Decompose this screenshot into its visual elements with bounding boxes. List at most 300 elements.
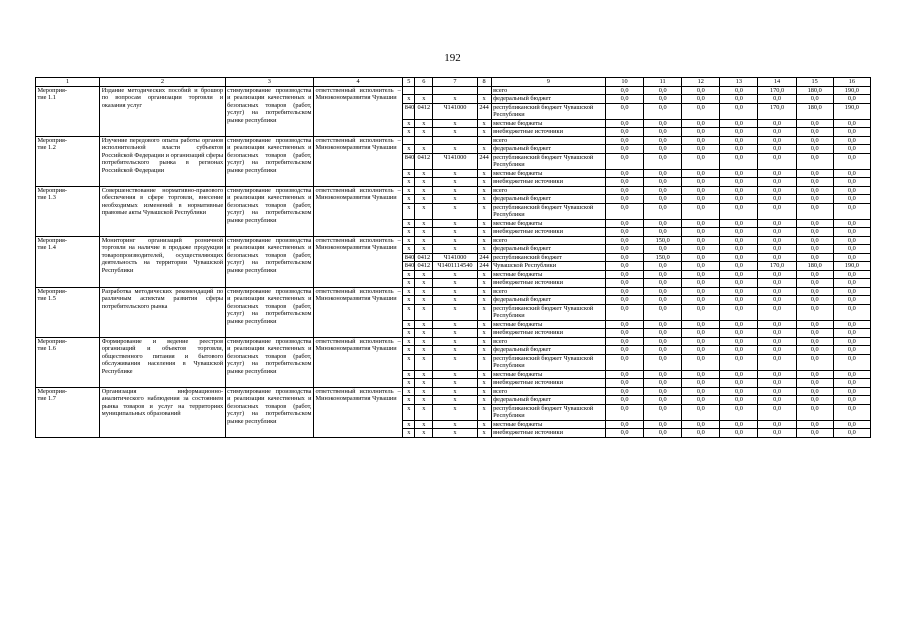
column-number: 15 [796, 78, 833, 87]
budget-code-c8: x [477, 429, 491, 438]
amount-cell: 0,0 [796, 287, 833, 296]
amount-cell: 0,0 [605, 337, 643, 346]
budget-code-c7: x [433, 219, 477, 228]
amount-cell: 0,0 [605, 279, 643, 288]
budget-code-c5: x [403, 329, 415, 338]
budget-code-c5: x [403, 228, 415, 237]
amount-cell: 0,0 [644, 346, 682, 355]
budget-code-c8: x [477, 320, 491, 329]
budget-code-c8: x [477, 270, 491, 279]
table-row [36, 186, 871, 195]
measure-name: Совершенствование нормативно-правового обеспечения в сфере торговли, внесение необходимых изменений в нормативные правовые акты Чувашской Республики [100, 186, 225, 236]
amount-cell: 0,0 [682, 195, 720, 204]
budget-code-c6: x [415, 219, 433, 228]
amount-cell: 0,0 [644, 270, 682, 279]
amount-cell: 180,0 [796, 262, 833, 271]
amount-cell: 0,0 [682, 270, 720, 279]
amount-cell: 0,0 [833, 379, 870, 388]
amount-cell: 0,0 [758, 354, 796, 370]
amount-cell: 0,0 [682, 304, 720, 320]
amount-cell: 0,0 [758, 396, 796, 405]
amount-cell: 0,0 [758, 253, 796, 262]
funding-source: федеральный бюджет [491, 195, 605, 204]
budget-code-c6: x [415, 304, 433, 320]
amount-cell: 0,0 [796, 128, 833, 137]
budget-code-c8: x [477, 219, 491, 228]
amount-cell: 0,0 [796, 186, 833, 195]
budget-code-c7: x [433, 404, 477, 420]
funding-source: внебюджетные источники [491, 379, 605, 388]
amount-cell: 0,0 [644, 262, 682, 271]
amount-cell: 0,0 [833, 346, 870, 355]
funding-source: республиканский бюджет Чувашской Республики [491, 203, 605, 219]
amount-cell: 0,0 [833, 245, 870, 254]
amount-cell: 0,0 [796, 270, 833, 279]
budget-code-c5: x [403, 270, 415, 279]
amount-cell: 0,0 [644, 296, 682, 305]
column-number: 9 [491, 78, 605, 87]
amount-cell: 0,0 [605, 95, 643, 104]
budget-code-c8: x [477, 178, 491, 187]
budget-code-c6: 0412 [415, 253, 433, 262]
measure-name: Формирование и ведение реестров организаций и объектов торговли, общественного питания и бытового обслуживания населения в Чувашской Республике [100, 337, 225, 387]
amount-cell: 0,0 [758, 420, 796, 429]
budget-code-c7: x [433, 203, 477, 219]
amount-cell: 0,0 [644, 178, 682, 187]
budget-code-c6: x [415, 145, 433, 154]
amount-cell: 0,0 [796, 253, 833, 262]
amount-cell: 0,0 [833, 304, 870, 320]
measure-goal: стимулирование производства и реализации качественных и безопасных товаров (работ, услуг) на потребительском рынке республики [225, 287, 313, 337]
amount-cell: 0,0 [605, 145, 643, 154]
amount-cell: 0,0 [720, 145, 758, 154]
amount-cell: 0,0 [758, 178, 796, 187]
budget-code-c6: x [415, 379, 433, 388]
budget-code-c7: x [433, 329, 477, 338]
amount-cell: 0,0 [758, 228, 796, 237]
amount-cell: 0,0 [720, 354, 758, 370]
amount-cell: 0,0 [682, 203, 720, 219]
amount-cell: 0,0 [833, 279, 870, 288]
measure-goal: стимулирование производства и реализации качественных и безопасных товаров (работ, услуг) на потребительском рынке республики [225, 337, 313, 387]
amount-cell: 0,0 [758, 128, 796, 137]
amount-cell: 0,0 [605, 420, 643, 429]
budget-code-c5: x [403, 404, 415, 420]
budget-code-c6: x [415, 429, 433, 438]
budget-code-c5: x [403, 95, 415, 104]
amount-cell: 0,0 [796, 296, 833, 305]
budget-code-c7: x [433, 296, 477, 305]
funding-source: всего [491, 136, 605, 145]
column-number: 4 [313, 78, 402, 87]
amount-cell: 0,0 [758, 429, 796, 438]
budget-code-c8: x [477, 228, 491, 237]
budget-code-c6: x [415, 203, 433, 219]
funding-source: республиканский бюджет Чувашской Республики [491, 304, 605, 320]
amount-cell: 0,0 [720, 245, 758, 254]
amount-cell: 0,0 [644, 128, 682, 137]
table-row [36, 387, 871, 396]
amount-cell: 0,0 [605, 128, 643, 137]
amount-cell: 0,0 [758, 195, 796, 204]
funding-source: республиканский бюджет Чувашской Республики [491, 103, 605, 119]
amount-cell: 0,0 [605, 195, 643, 204]
amount-cell: 0,0 [682, 169, 720, 178]
budget-code-c7: x [433, 304, 477, 320]
budget-code-c5: x [403, 119, 415, 128]
amount-cell: 0,0 [682, 186, 720, 195]
funding-source: внебюджетные источники [491, 429, 605, 438]
column-number: 6 [415, 78, 433, 87]
funding-source: местные бюджеты [491, 320, 605, 329]
budget-code-c5: x [403, 128, 415, 137]
amount-cell: 0,0 [644, 337, 682, 346]
budget-code-c8: x [477, 203, 491, 219]
amount-cell: 0,0 [758, 279, 796, 288]
amount-cell: 0,0 [720, 420, 758, 429]
amount-cell: 0,0 [605, 262, 643, 271]
budget-code-c7 [433, 136, 477, 145]
funding-source: республиканский бюджет Чувашской Республики [491, 354, 605, 370]
amount-cell: 0,0 [682, 354, 720, 370]
budget-code-c7: x [433, 387, 477, 396]
amount-cell: 0,0 [682, 236, 720, 245]
amount-cell: 0,0 [833, 153, 870, 169]
budget-code-c5: x [403, 195, 415, 204]
amount-cell: 0,0 [605, 287, 643, 296]
column-number: 8 [477, 78, 491, 87]
funding-source: внебюджетные источники [491, 178, 605, 187]
amount-cell: 0,0 [644, 186, 682, 195]
amount-cell: 0,0 [758, 186, 796, 195]
amount-cell: 0,0 [796, 387, 833, 396]
budget-code-c8: 244 [477, 153, 491, 169]
amount-cell: 0,0 [682, 128, 720, 137]
amount-cell: 0,0 [682, 320, 720, 329]
amount-cell: 0,0 [833, 296, 870, 305]
budget-code-c7: x [433, 186, 477, 195]
column-number: 12 [682, 78, 720, 87]
amount-cell: 0,0 [682, 287, 720, 296]
budget-code-c6: x [415, 387, 433, 396]
amount-cell: 190,0 [833, 86, 870, 95]
table-row [36, 236, 871, 245]
budget-code-c6: x [415, 337, 433, 346]
budget-code-c6: x [415, 186, 433, 195]
budget-code-c7 [433, 86, 477, 95]
amount-cell: 0,0 [682, 153, 720, 169]
budget-code-c7: x [433, 429, 477, 438]
amount-cell: 0,0 [682, 178, 720, 187]
amount-cell: 0,0 [796, 329, 833, 338]
funding-source: республиканский бюджет [491, 253, 605, 262]
amount-cell: 0,0 [833, 420, 870, 429]
budget-code-c7: x [433, 236, 477, 245]
budget-code-c5: x [403, 379, 415, 388]
amount-cell: 0,0 [682, 262, 720, 271]
column-number: 11 [644, 78, 682, 87]
amount-cell: 0,0 [644, 95, 682, 104]
amount-cell: 0,0 [644, 119, 682, 128]
budget-code-c8: x [477, 236, 491, 245]
budget-code-c8: 244 [477, 103, 491, 119]
budget-code-c5: 840 [404, 262, 415, 269]
amount-cell: 0,0 [833, 354, 870, 370]
budget-code-c6: x [415, 178, 433, 187]
budget-code-c6: x [415, 128, 433, 137]
amount-cell: 0,0 [605, 203, 643, 219]
amount-cell: 0,0 [720, 270, 758, 279]
budget-code-c5: x [403, 370, 415, 379]
budget-code-c8: x [477, 169, 491, 178]
budget-code-c8: x [477, 95, 491, 104]
amount-cell: 150,0 [644, 253, 682, 262]
amount-cell: 0,0 [720, 329, 758, 338]
amount-cell: 0,0 [605, 387, 643, 396]
funding-source: внебюджетные источники [491, 329, 605, 338]
measure-executor: ответственный исполнитель – Минэкономразвития Чувашии [313, 86, 402, 136]
amount-cell: 0,0 [758, 337, 796, 346]
amount-cell: 0,0 [720, 153, 758, 169]
budget-code-c8: x [477, 145, 491, 154]
budget-code-c8: x [477, 296, 491, 305]
budget-code-c8: x [477, 396, 491, 405]
amount-cell: 0,0 [796, 245, 833, 254]
amount-cell: 0,0 [605, 228, 643, 237]
measure-name: Организация информационно-аналитического наблюдения за состоянием рынка товаров и услуг на территориях муниципальных образований [100, 387, 225, 437]
amount-cell: 0,0 [758, 270, 796, 279]
amount-cell: 0,0 [720, 379, 758, 388]
amount-cell: 0,0 [833, 119, 870, 128]
amount-cell: 0,0 [644, 396, 682, 405]
amount-cell: 0,0 [833, 169, 870, 178]
budget-code-c6: x [415, 195, 433, 204]
budget-code-c5 [403, 86, 415, 95]
amount-cell: 0,0 [605, 236, 643, 245]
amount-cell: 0,0 [720, 136, 758, 145]
measure-goal: стимулирование производства и реализации качественных и безопасных товаров (работ, услуг) на потребительском рынке республики [225, 136, 313, 186]
funding-source: всего [491, 337, 605, 346]
budget-code-c7: x [433, 346, 477, 355]
amount-cell: 0,0 [758, 296, 796, 305]
amount-cell: 0,0 [796, 279, 833, 288]
budget-code-c5: x [403, 354, 415, 370]
amount-cell: 0,0 [720, 404, 758, 420]
amount-cell: 0,0 [605, 186, 643, 195]
budget-code-c6: x [415, 245, 433, 254]
budget-code-c6: x [415, 287, 433, 296]
budget-code-c5: x [403, 178, 415, 187]
amount-cell: 0,0 [796, 119, 833, 128]
budget-code-c8: 244 [477, 253, 491, 262]
amount-cell: 0,0 [833, 404, 870, 420]
measure-id: Мероприя- тие 1.2 [36, 136, 100, 186]
amount-cell: 0,0 [796, 228, 833, 237]
amount-cell: 0,0 [644, 420, 682, 429]
amount-cell: 0,0 [720, 119, 758, 128]
amount-cell: 0,0 [758, 169, 796, 178]
budget-code-c6: x [415, 329, 433, 338]
budget-code-c6: x [415, 420, 433, 429]
amount-cell: 0,0 [833, 370, 870, 379]
funding-source: местные бюджеты [491, 219, 605, 228]
budget-code-c6: 0412 [415, 103, 433, 119]
budget-code-c7: x [433, 420, 477, 429]
amount-cell: 0,0 [682, 245, 720, 254]
amount-cell: 0,0 [833, 178, 870, 187]
budget-code-c5: x [403, 320, 415, 329]
amount-cell: 0,0 [644, 153, 682, 169]
budget-code-c8: x [477, 387, 491, 396]
funding-source: федеральный бюджет [491, 396, 605, 405]
budget-code-c6: x [415, 169, 433, 178]
amount-cell: 0,0 [644, 279, 682, 288]
budget-code-c6: x [415, 354, 433, 370]
funding-source: федеральный бюджет [491, 145, 605, 154]
amount-cell: 0,0 [682, 103, 720, 119]
amount-cell: 0,0 [605, 136, 643, 145]
column-number: 3 [225, 78, 313, 87]
budget-code-c7: x [433, 178, 477, 187]
amount-cell: 0,0 [605, 354, 643, 370]
budget-code-c7: Ч141000 [433, 103, 477, 119]
funding-source: внебюджетные источники [491, 128, 605, 137]
measure-executor: ответственный исполнитель – Минэкономразвития Чувашии [313, 387, 402, 437]
measure-id: Мероприя- тие 1.3 [36, 186, 100, 236]
amount-cell: 0,0 [796, 404, 833, 420]
budget-code-c8 [477, 136, 491, 145]
amount-cell: 0,0 [796, 304, 833, 320]
budget-code-c7: x [433, 228, 477, 237]
budget-code-c5: x [403, 387, 415, 396]
amount-cell: 0,0 [833, 145, 870, 154]
amount-cell: 0,0 [758, 370, 796, 379]
budget-code-c7: x [433, 119, 477, 128]
amount-cell: 0,0 [644, 136, 682, 145]
amount-cell: 0,0 [644, 354, 682, 370]
budget-code-c6: x [415, 95, 433, 104]
amount-cell: 0,0 [796, 429, 833, 438]
amount-cell: 0,0 [796, 195, 833, 204]
amount-cell: 0,0 [758, 236, 796, 245]
amount-cell: 0,0 [644, 329, 682, 338]
amount-cell: 0,0 [833, 329, 870, 338]
measure-name: Мониторинг организаций розничной торговли на наличие в продаже продукции товаропроизводителей, осуществляющих деятельность на территории Чувашской Республики [100, 236, 225, 287]
amount-cell: 180,0 [796, 86, 833, 95]
amount-cell: 0,0 [758, 320, 796, 329]
amount-cell: 0,0 [605, 396, 643, 405]
budget-code-c8: x [477, 119, 491, 128]
budget-code-c5: x [403, 236, 415, 245]
budget-code-c5: x [403, 429, 415, 438]
measure-name: Разработка методических рекомендаций по различным аспектам развития сферы потребительского рынка [100, 287, 225, 337]
amount-cell: 0,0 [720, 236, 758, 245]
budget-code-c6: x [415, 270, 433, 279]
amount-cell: 0,0 [758, 379, 796, 388]
budget-code-c6 [415, 86, 433, 95]
amount-cell: 0,0 [682, 228, 720, 237]
budget-code-c7: Ч141000 [433, 253, 477, 262]
budget-code-c8: x [477, 329, 491, 338]
amount-cell: 0,0 [644, 228, 682, 237]
measure-goal: стимулирование производства и реализации качественных и безопасных товаров (работ, услуг) на потребительском рынке республики [225, 236, 313, 287]
budget-code-c7: Ч141000 [433, 153, 477, 169]
amount-cell: 0,0 [644, 195, 682, 204]
budget-code-c8: x [477, 195, 491, 204]
measure-id: Мероприя- тие 1.4 [36, 236, 100, 287]
amount-cell: 0,0 [796, 379, 833, 388]
budget-code-c8: x [477, 370, 491, 379]
column-number: 1 [36, 78, 100, 87]
budget-code-c8: x [477, 186, 491, 195]
budget-code-c8 [477, 86, 491, 95]
measure-name: Издание методических пособий и брошюр по вопросам организации торговли и оказания услуг [100, 86, 225, 136]
budget-code-c7: x [433, 95, 477, 104]
funding-source: внебюджетные источники [491, 279, 605, 288]
budget-code-c6 [415, 136, 433, 145]
funding-source: местные бюджеты [491, 169, 605, 178]
funding-source: местные бюджеты [491, 370, 605, 379]
amount-cell: 0,0 [833, 203, 870, 219]
amount-cell: 0,0 [605, 103, 643, 119]
budget-code-c5: 840 [404, 253, 415, 261]
amount-cell: 0,0 [682, 219, 720, 228]
budget-code-c8: x [477, 287, 491, 296]
amount-cell: 150,0 [644, 236, 682, 245]
amount-cell: 0,0 [796, 145, 833, 154]
funding-source: всего [491, 287, 605, 296]
amount-cell: 0,0 [833, 320, 870, 329]
amount-cell: 0,0 [796, 320, 833, 329]
budget-code-c5 [403, 136, 415, 145]
amount-cell: 0,0 [758, 119, 796, 128]
budget-code-c7: x [433, 270, 477, 279]
column-number-row [36, 78, 871, 87]
amount-cell: 0,0 [833, 429, 870, 438]
amount-cell: 0,0 [833, 387, 870, 396]
amount-cell: 0,0 [720, 186, 758, 195]
amount-cell: 0,0 [644, 219, 682, 228]
amount-cell: 0,0 [682, 387, 720, 396]
amount-cell: 0,0 [682, 279, 720, 288]
amount-cell: 0,0 [796, 396, 833, 405]
amount-cell: 180,0 [796, 103, 833, 119]
amount-cell: 0,0 [796, 337, 833, 346]
amount-cell: 0,0 [796, 169, 833, 178]
budget-code-c6: x [415, 320, 433, 329]
amount-cell: 0,0 [796, 420, 833, 429]
amount-cell: 0,0 [605, 296, 643, 305]
table-row [36, 287, 871, 296]
budget-code-c5: x [403, 420, 415, 429]
amount-cell: 170,0 [758, 262, 796, 271]
amount-cell: 0,0 [605, 429, 643, 438]
amount-cell: 0,0 [605, 253, 643, 262]
amount-cell: 0,0 [682, 119, 720, 128]
funding-source: всего [491, 236, 605, 245]
amount-cell: 0,0 [833, 253, 870, 262]
funding-source: федеральный бюджет [491, 346, 605, 355]
funding-source: всего [491, 186, 605, 195]
budget-code-c5: x [403, 279, 415, 288]
amount-cell: 0,0 [644, 320, 682, 329]
amount-cell: 0,0 [644, 145, 682, 154]
amount-cell: 0,0 [833, 337, 870, 346]
amount-cell: 0,0 [682, 429, 720, 438]
budget-measures-table [35, 77, 871, 438]
amount-cell: 0,0 [720, 253, 758, 262]
budget-code-c5: x [403, 287, 415, 296]
